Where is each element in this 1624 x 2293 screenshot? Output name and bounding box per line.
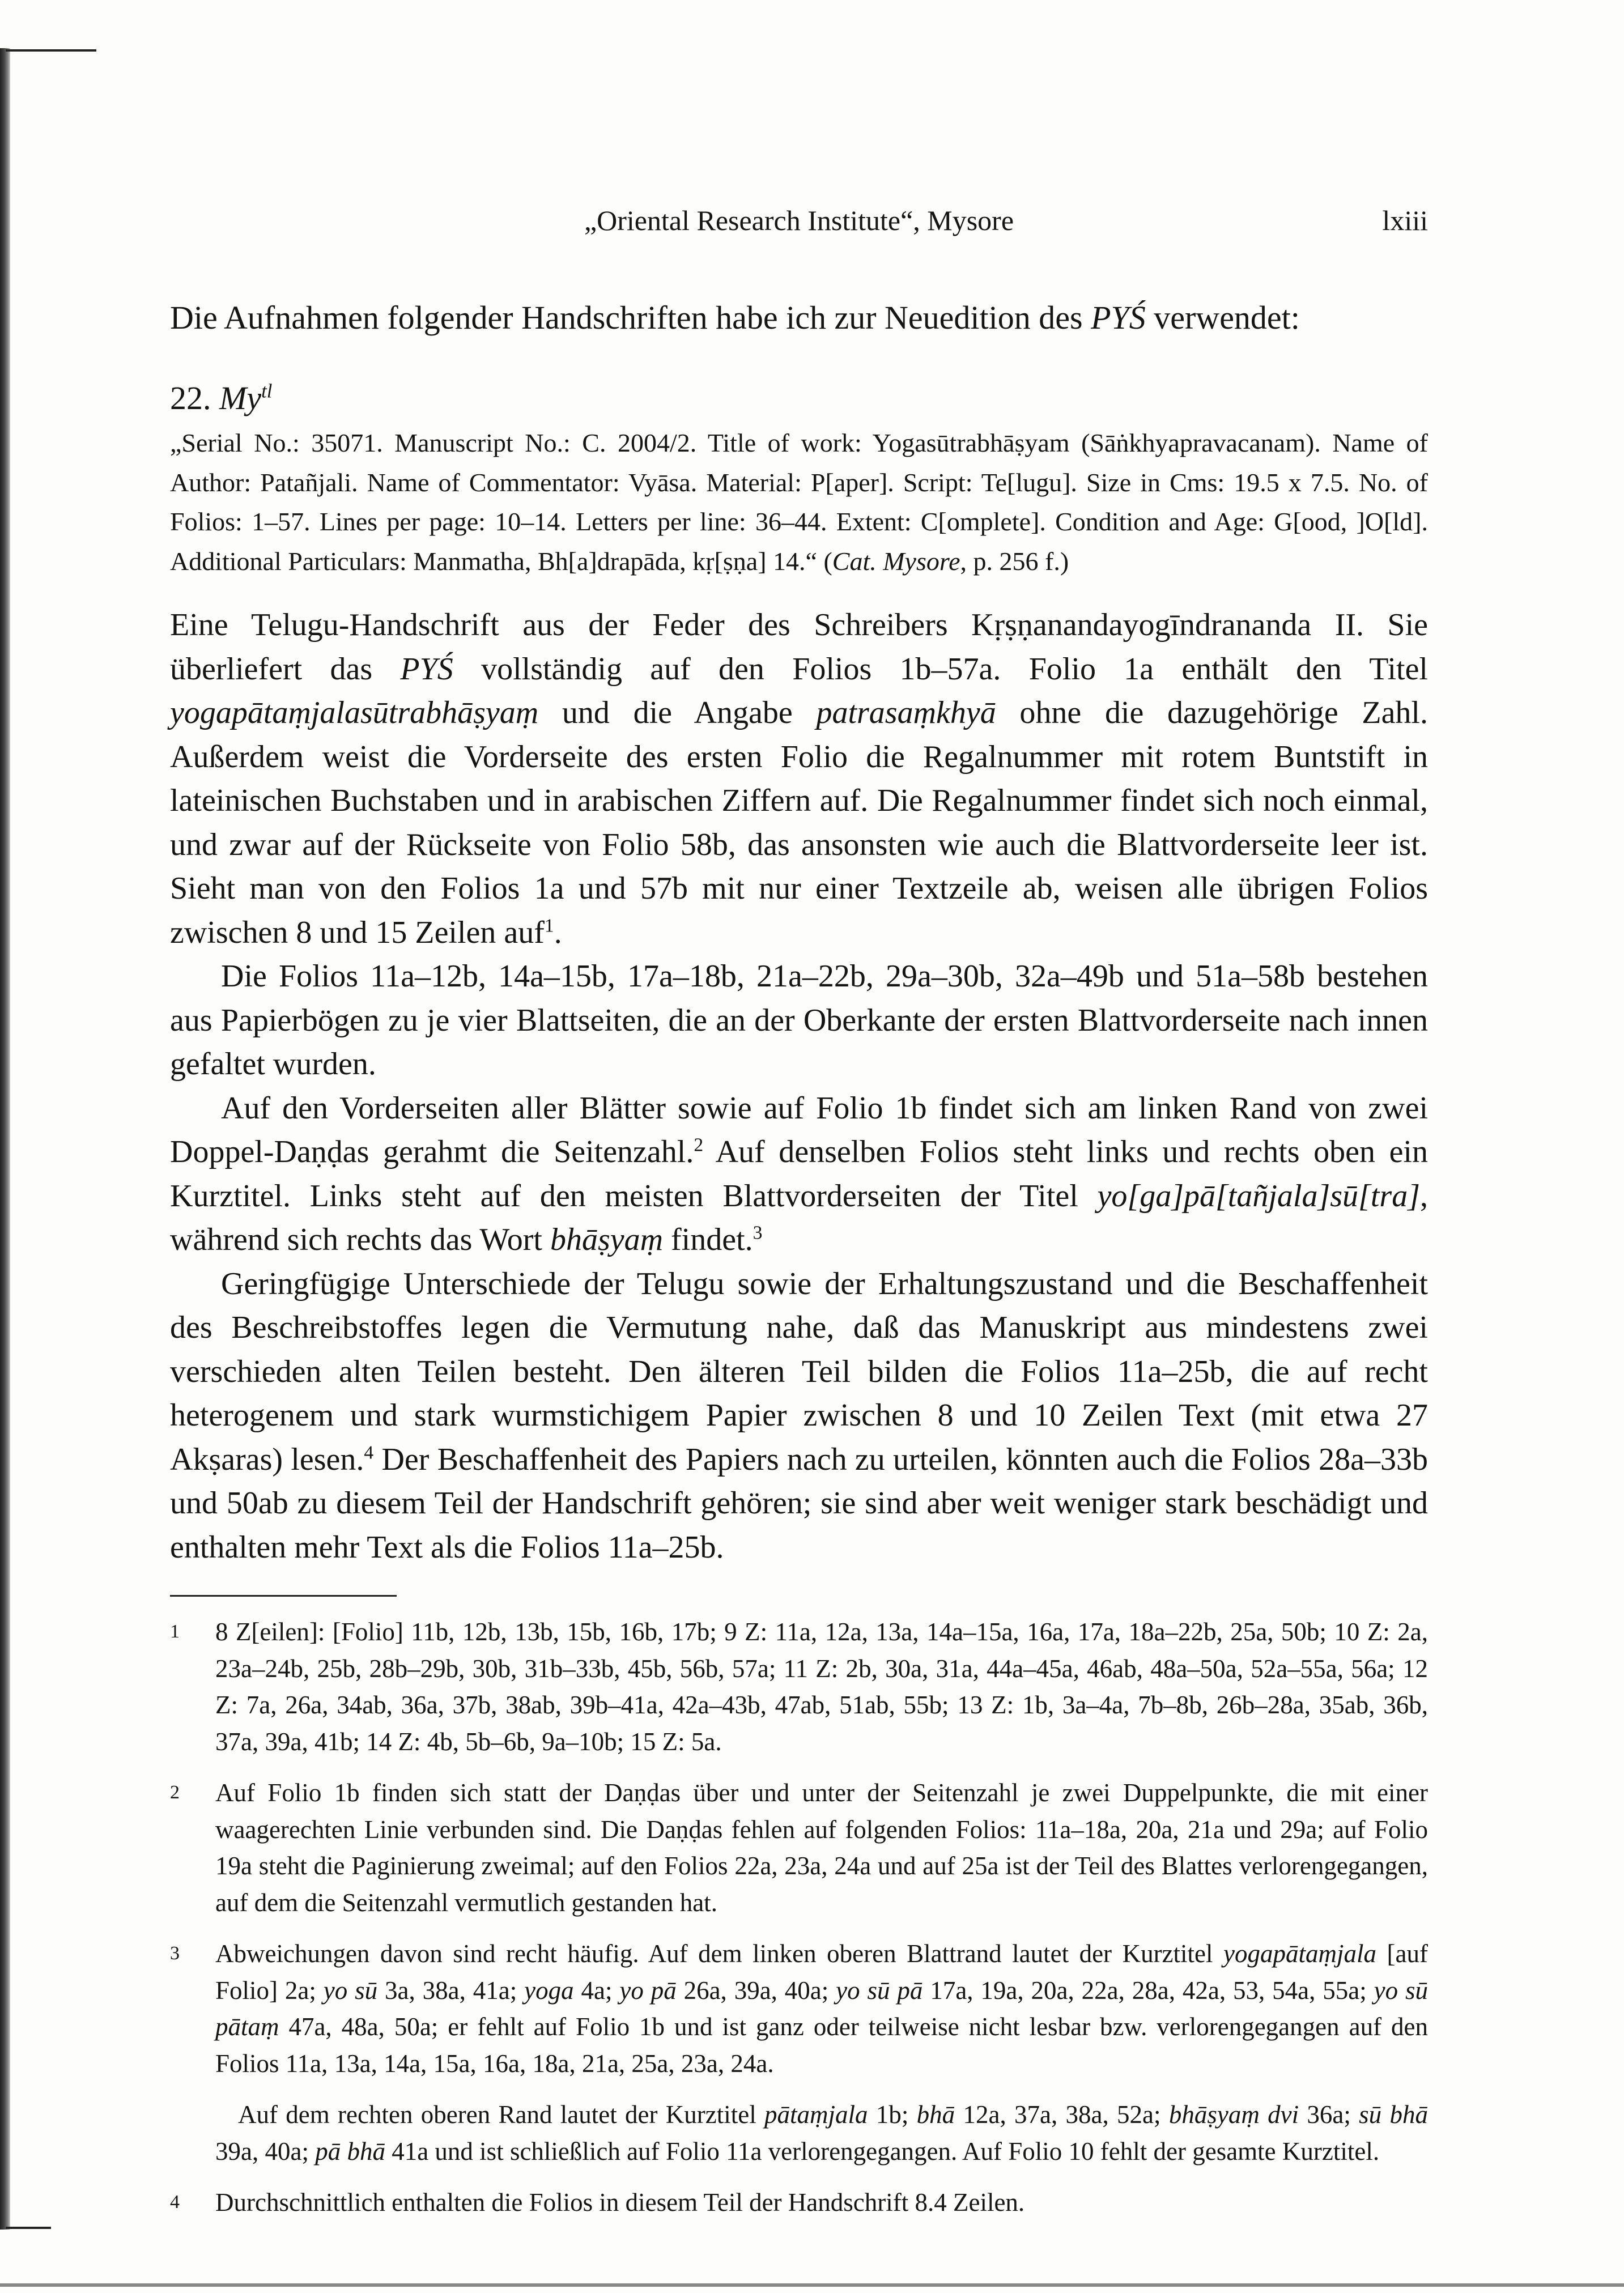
paragraph-2: Die Folios 11a–12b, 14a–15b, 17a–18b, 21a–22b, 29a–30b, 32a–49b und 51a–58b bestehen aus Papierbögen zu je vier Blattseiten, die an der Oberkante der ersten Blattvorderseite nach innen gefaltet wurden. — [170, 959, 1428, 1082]
fn3-italic-3: yoga — [524, 1976, 574, 2005]
p1-title: yogapātaṃjalasūtrabhāṣyaṃ — [170, 695, 539, 730]
fn3b-italic-1: pātaṃjala — [764, 2100, 868, 2129]
p1-patra: patrasaṃkhyā — [816, 695, 996, 730]
p3-text-a: Auf den Vorderseiten aller Blätter sowie auf Folio 1b findet sich am linken Rand von zwei Doppel-Daṇḍas gerahmt die Seitenzahl. — [170, 1090, 1428, 1169]
footnote-4 — [170, 2184, 1428, 2221]
footnote-1-text: 8 Z[eilen]: [Folio] 11b, 12b, 13b, 15b, 16b, 17b; 9 Z: 11a, 12a, 13a, 14a–15a, 16a, 17a, 18a–22b, 25a, 50b; 10 Z: 2a, 23a–24b, 25b, 28b–29b, 30b, 31b–33b, 45b, 56b, 57a; 11 Z: 2b, 30a, 31a, 44a–45a, 46ab, 48a–50a, 52a–55a, 56a; 12 Z: 7a, 26a, 34ab, 36a, 37b, 38ab, 39b–41a, 42a–43b, 47ab, 51ab, 55b; 13 Z: 1b, 3a–4a, 7b–8b, 26b–28a, 35ab, 36b, 37a, 39a, 41b; 14 Z: 4b, 5b–6b, 9a–10b; 15 Z: 5a. — [215, 1618, 1428, 1756]
quote-catalogue: Cat. Mysore — [832, 546, 960, 576]
footnote-ref-2[interactable]: 2 — [694, 1134, 704, 1156]
fn3b-text-a: Auf dem rechten oberen Rand lautet der Kurztitel — [238, 2100, 765, 2129]
scan-binding-edge — [0, 48, 10, 2230]
fn3-italic-5: yo sū pā — [836, 1976, 923, 2005]
footnote-ref-1[interactable]: 1 — [544, 914, 554, 936]
p3-text-d: findet. — [663, 1222, 753, 1257]
fn3b-text-d: 36a; — [1299, 2100, 1359, 2129]
fn3-text-c: 3a, 38a, 41a; — [377, 1976, 525, 2005]
p3-text-c: , während sich rechts das Wort — [170, 1178, 1428, 1257]
p1-text-d: ohne die dazugehörige Zahl. Außerdem weist die Vorderseite des ersten Folio die Regalnummer mit rotem Buntstift in lateinischen Buchstaben und in arabischen Ziffern auf. Die Regalnummer findet sich noch einmal, und zwar auf der Rückseite von Folio 58b, das ansonsten wie auch die Blattvorderseite leer ist. Sieht man von den Folios 1a und 57b mit nur einer Textzeile ab, weisen alle übrigen Folios zwischen 8 und 15 Zeilen auf — [170, 695, 1428, 950]
p4-text-b: Der Beschaffenheit des Papiers nach zu urteilen, könnten auch die Folios 28a–33b und 50ab zu diesem Teil der Handschrift gehören; sie sind aber weit weniger stark beschädigt und enthalten mehr Text als die Folios 11a–25b. — [170, 1441, 1428, 1565]
footnote-3-continuation — [170, 2096, 1428, 2169]
footnote-2-text: Auf Folio 1b finden sich statt der Daṇḍas über und unter der Seitenzahl je zwei Duppelpunkte, die mit einer waagerechten Linie verbunden sind. Die Daṇḍas fehlen auf folgenden Folios: 11a–18a, 20a, 21a und 29a; auf Folio 19a steht die Paginierung zweimal; auf den Folios 22a, 23a, 24a und auf 25a ist der Teil des Blattes verlorengegangen, auf dem die Seitenzahl vermutlich gestanden hat. — [215, 1779, 1428, 1917]
p3-title: yo[ga]pā[tañjala]sū[tra] — [1097, 1178, 1420, 1214]
fn3-italic-2: yo sū — [323, 1976, 378, 2005]
fn3-italic-4: yo pā — [619, 1976, 677, 2005]
p1-text-e: . — [554, 914, 562, 950]
fn3b-italic-5: pā bhā — [315, 2137, 385, 2166]
footnote-4-text: Durchschnittlich enthalten die Folios in diesem Teil der Handschrift 8.4 Zeilen. — [215, 2188, 1025, 2217]
quote-page: , p. 256 f.) — [960, 546, 1069, 576]
main-content — [170, 297, 1428, 2236]
paragraph-1 — [170, 603, 1428, 955]
footnote-rule — [170, 1595, 397, 1597]
scan-mark-bottom — [6, 2227, 51, 2229]
fn3-text-g: 47a, 48a, 50a; er fehlt auf Folio 1b und ist ganz oder teilweise nicht lesbar bzw. verlorengegangen auf den Folios 11a, 13a, 14a, 15a, 16a, 18a, 21a, 25a, 23a, 24a. — [215, 2013, 1428, 2078]
fn3b-text-e: 39a, 40a; — [215, 2137, 316, 2166]
fn3b-italic-2: bhā — [916, 2100, 955, 2129]
fn3-text-e: 26a, 39a, 40a; — [676, 1976, 836, 2005]
p1-text-c: und die Angabe — [538, 695, 817, 730]
entry-siglum-sup: tl — [261, 380, 273, 402]
fn3b-text-b: 1b; — [868, 2100, 917, 2129]
entry-number: 22. — [170, 380, 211, 416]
intro-prefix: Die Aufnahmen folgender Handschriften habe ich zur Neuedition des — [170, 299, 1091, 336]
fn3-italic-6: yo sū pātaṃ — [215, 1976, 1428, 2041]
catalogue-quote — [170, 423, 1428, 581]
scan-mark-top — [6, 49, 96, 52]
footnote-1 — [170, 1614, 1428, 1760]
p3-word: bhāṣyaṃ — [550, 1222, 664, 1257]
fn3b-italic-3: bhāṣyaṃ dvi — [1168, 2100, 1299, 2129]
fn3b-italic-4: sū bhā — [1359, 2100, 1428, 2129]
fn3-text-f: 17a, 19a, 20a, 22a, 28a, 42a, 53, 54a, 55a; — [922, 1976, 1374, 2005]
running-title: „Oriental Research Institute“, Mysore — [584, 205, 1014, 236]
running-head — [170, 204, 1428, 244]
entry-heading — [170, 378, 1428, 419]
footnote-ref-4[interactable]: 4 — [364, 1441, 374, 1463]
p4-text-a: Geringfügige Unterschiede der Telugu sowie der Erhaltungszustand und die Beschaffenheit des Beschreibstoffes legen die Vermutung nahe, daß das Manuskript aus mindestens zwei verschieden alten Teilen besteht. Den älteren Teil bilden die Folios 11a–25b, die auf recht heterogenem und stark wurmstichigem Papier zwischen 8 und 10 Zeilen Text (mit etwa 27 Akṣaras) lesen. — [170, 1266, 1428, 1477]
footnote-mark-2: 2 — [170, 1782, 180, 1803]
fn3-text-d: 4a; — [573, 1976, 620, 2005]
footnote-mark-3: 3 — [170, 1943, 180, 1964]
footnote-3 — [170, 1935, 1428, 2082]
p1-abbr: PYŚ — [400, 651, 453, 687]
p3-text-b: Auf denselben Folios steht links und rechts oben ein Kurztitel. Links steht auf den meisten Blattvorderseiten der Titel — [170, 1134, 1428, 1214]
paragraph-4 — [170, 1262, 1428, 1570]
entry-siglum: My — [219, 380, 262, 416]
intro-sentence — [170, 297, 1428, 338]
fn3-text-b: [auf Folio] 2a; — [215, 1939, 1428, 2005]
p1-text-a: Eine Telugu-Handschrift aus der Feder des Schreibers Kṛṣṇanandayogīndrananda II. Sie überliefert das — [170, 607, 1428, 687]
fn3b-text-c: 12a, 37a, 38a, 52a; — [955, 2100, 1169, 2129]
paragraph-3 — [170, 1087, 1428, 1262]
footnote-mark-4: 4 — [170, 2192, 180, 2213]
page-number: lxiii — [1382, 205, 1428, 236]
footnote-mark-1: 1 — [170, 1621, 180, 1642]
p1-text-b: vollständig auf den Folios 1b–57a. Folio 1a enthält den Titel — [453, 651, 1428, 687]
footnote-ref-3[interactable]: 3 — [753, 1222, 763, 1244]
intro-suffix: verwendet: — [1145, 299, 1300, 336]
footnote-2 — [170, 1775, 1428, 1921]
fn3b-text-f: 41a und ist schließlich auf Folio 11a verlorengegangen. Auf Folio 10 fehlt der gesamte Kurztitel. — [385, 2137, 1380, 2166]
fn3-italic-1: yogapātaṃjala — [1223, 1939, 1377, 1968]
scan-bottom-edge — [0, 2283, 1624, 2287]
quote-text: „Serial No.: 35071. Manuscript No.: C. 2004/2. Title of work: Yogasūtrabhāṣyam (Sāṅkhyapravacanam). Name of Author: Patañjali. Name of Commentator: Vyāsa. Material: P[aper]. Script: Te[lugu]. Size in Cms: 19.5 x 7.5. No. of Folios: 1–57. Lines per page: 10–14. Letters per line: 36–44. Extent: C[omplete]. Condition and Age: G[ood, ]O[ld]. Additional Particulars: Manmatha, Bh[a]drapāda, kṛ[ṣṇa] 14.“ ( — [170, 428, 1428, 576]
intro-abbr: PYŚ — [1091, 299, 1146, 336]
fn3-text-a: Abweichungen davon sind recht häufig. Auf dem linken oberen Blattrand lautet der Kurztitel — [215, 1939, 1224, 1968]
